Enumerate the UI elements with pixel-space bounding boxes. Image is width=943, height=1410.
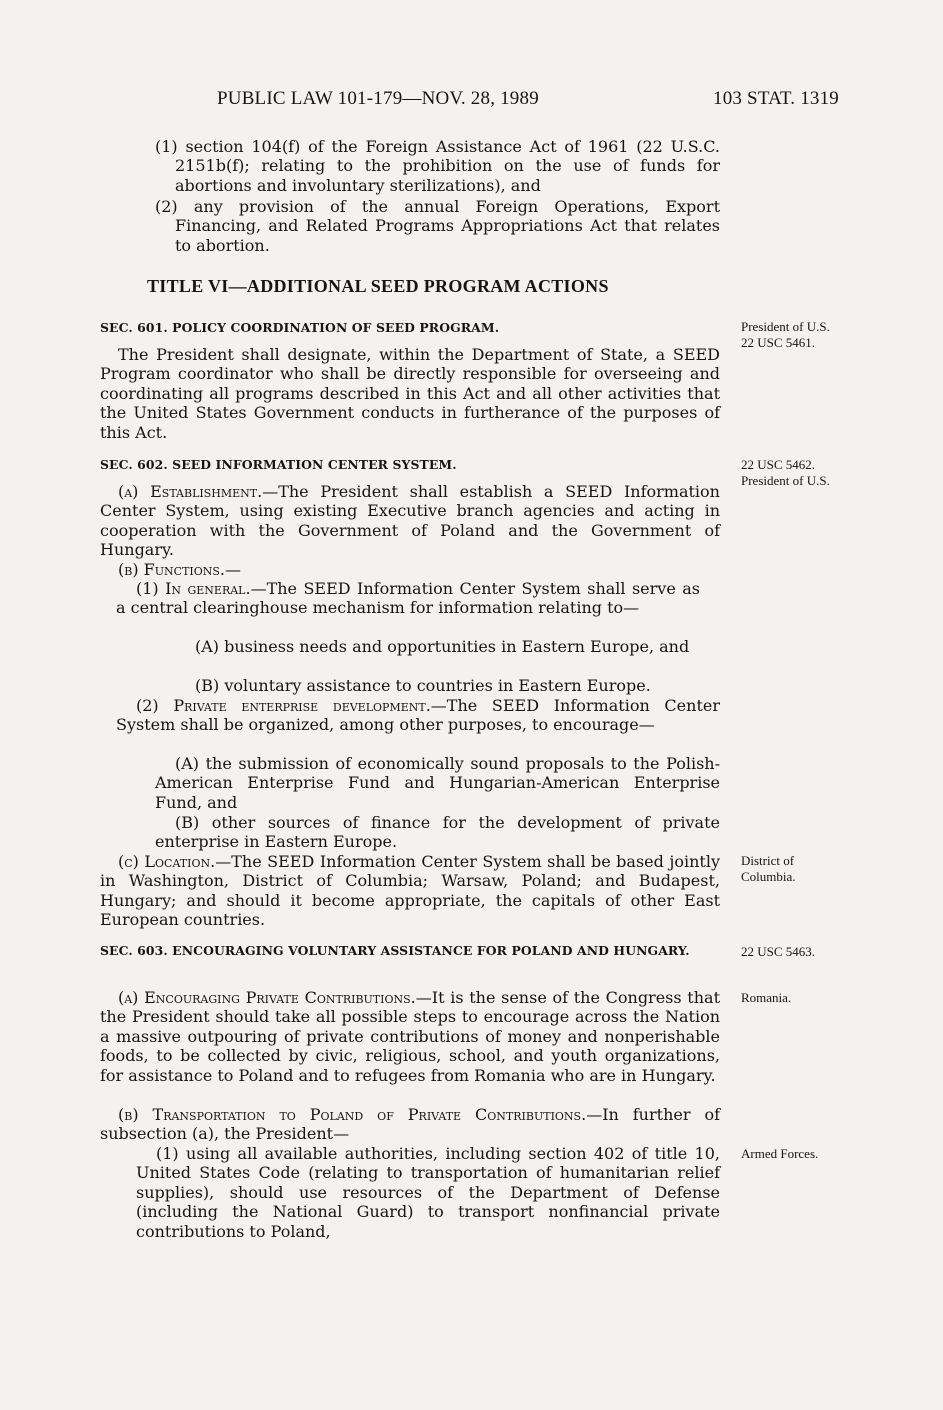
item-b1A: (A) business needs and opportunities in Eastern Europe, and — [195, 637, 690, 656]
sub-body: —The SEED Information Center System shall be based jointly in Washington, District of Columbia; Warsaw, Poland; and Budapest, Hungary; and should it become appropriate, the capitals of other East European countries. — [100, 852, 720, 930]
section-602-c — [100, 852, 720, 930]
margin-note-601-b: 22 USC 5461. — [741, 335, 816, 350]
sub-label: (c) Location. — [118, 852, 216, 871]
sub-body: —In further of subsection (a), the President— — [100, 1105, 720, 1144]
sub-label: (a) Establishment. — [118, 482, 263, 501]
margin-note-602-a: 22 USC 5462. — [741, 457, 816, 472]
sub-label: (b) Functions. — [118, 560, 226, 579]
item-b2B: (B) other sources of finance for the development of private enterprise in Eastern Europe. — [155, 813, 720, 852]
section-603-b — [100, 1105, 720, 1144]
item-b1B: (B) voluntary assistance to countries in Eastern Europe. — [195, 676, 651, 695]
section-602-b — [100, 560, 720, 579]
section-601-body: The President shall designate, within the Department of State, a SEED Program coordinator who shall be directly responsible for overseeing and coordinating all programs described in this Act and all other activities that the United States Government conducts in furtherance of the purposes of this Act. — [100, 345, 720, 442]
sub-label: (2) Private enterprise development. — [136, 696, 431, 715]
sub-label: (a) Encouraging Private Contributions. — [118, 988, 416, 1007]
margin-note-603b1: Armed Forces. — [741, 1146, 819, 1161]
sub-body: —The President shall establish a SEED Information Center System, using existing Executive branch agencies and acting in cooperation with the Government of Poland and the Government of Hungary. — [100, 482, 720, 560]
paragraph-2: (2) any provision of the annual Foreign Operations, Export Financing, and Related Programs Appropriations Act that relates to abortion. — [155, 197, 720, 255]
section-602-heading: SEC. 602. SEED INFORMATION CENTER SYSTEM. — [100, 457, 457, 472]
item-b2A: (A) the submission of economically sound proposals to the Polish-American Enterprise Fund and Hungarian-American Enterprise Fund, and — [155, 754, 720, 812]
section-603-heading: SEC. 603. ENCOURAGING VOLUNTARY ASSISTANCE FOR POLAND AND HUNGARY. — [100, 943, 690, 958]
sub-dash: — — [225, 560, 242, 579]
section-601-heading: SEC. 601. POLICY COORDINATION OF SEED PROGRAM. — [100, 320, 500, 335]
title-heading: TITLE VI—ADDITIONAL SEED PROGRAM ACTIONS — [147, 276, 609, 296]
section-603-a — [100, 988, 720, 1085]
section-602-b2 — [116, 696, 720, 735]
section-602-a — [100, 482, 720, 560]
section-602-b1 — [116, 579, 700, 618]
margin-note-601-a: President of U.S. — [741, 319, 830, 334]
margin-note-603a: Romania. — [741, 990, 792, 1005]
margin-note-602-b: President of U.S. — [741, 473, 830, 488]
sub-label: (b) Transportation to Poland of Private Contributions. — [118, 1105, 587, 1124]
section-603-b1: (1) using all available authorities, including section 402 of title 10, United States Code (relating to transportation of humanitarian relief supplies), should use resources of the Department of Defense (including the National Guard) to transport nonfinancial private contributions to Poland, — [136, 1144, 720, 1241]
sub-label: (1) In general. — [136, 579, 251, 598]
sub-body: —The SEED Information Center System shall be organized, among other purposes, to encourage— — [116, 696, 720, 735]
sub-body: —It is the sense of the Congress that the President should take all possible steps to encourage across the Nation a massive outpouring of private contributions of money and nonperishable foods, to be collected by civic, religious, school, and youth organizations, for assistance to Poland and to refugees from Romania who are in Hungary. — [100, 988, 720, 1085]
page-number: 103 STAT. 1319 — [713, 88, 840, 109]
sub-body: —The SEED Information Center System shall serve as a central clearinghouse mechanism for information relating to— — [116, 579, 700, 618]
paragraph-1: (1) section 104(f) of the Foreign Assistance Act of 1961 (22 U.S.C. 2151b(f); relating to the prohibition on the use of funds for abortions and involuntary sterilizations), and — [155, 137, 720, 195]
running-head: PUBLIC LAW 101-179—NOV. 28, 1989 — [217, 88, 539, 109]
margin-note-602c: District of Columbia. — [741, 853, 796, 884]
margin-note-603: 22 USC 5463. — [741, 944, 816, 959]
